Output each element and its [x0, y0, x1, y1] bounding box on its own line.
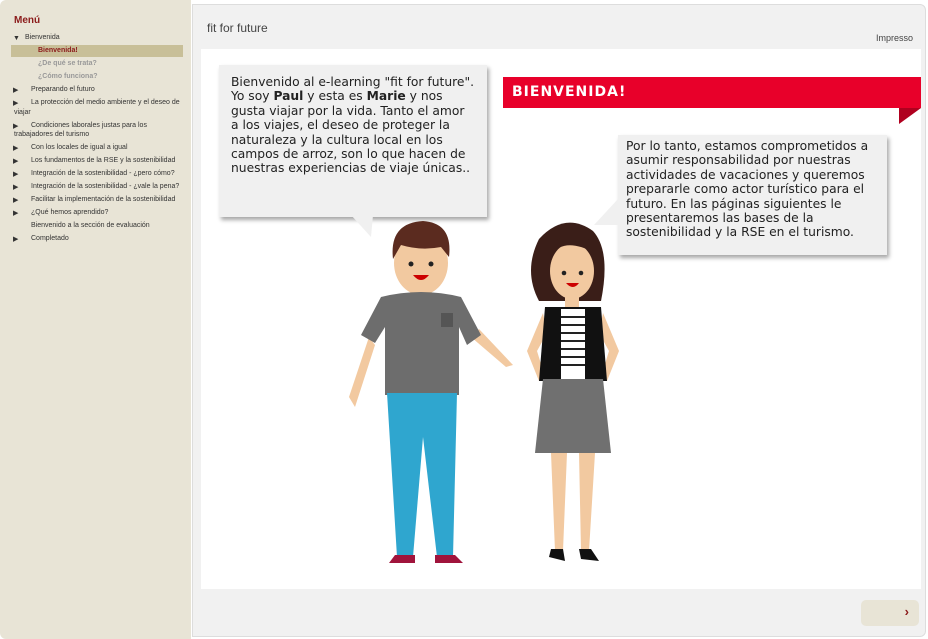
menu-item-label: Condiciones laborales justas para los trabajadores del turismo [14, 121, 147, 138]
marie-character [521, 221, 641, 571]
chevron-right-icon: › [904, 604, 909, 619]
text: y esta es [303, 89, 367, 104]
menu-item[interactable] [11, 142, 183, 154]
name-marie: Marie [366, 89, 406, 104]
name-paul: Paul [273, 89, 304, 104]
menu-item[interactable] [11, 181, 183, 193]
menu-item-label: La protección del medio ambiente y el deseo de viajar [14, 99, 180, 116]
menu-item-label: Preparando el futuro [31, 86, 95, 93]
caret-right-icon[interactable]: ▶ [13, 210, 19, 217]
menu-item-label: ¿Qué hemos aprendido? [31, 209, 109, 216]
menu-item-label: Los fundamentos de la RSE y la sostenibilidad [31, 157, 176, 164]
sidebar [0, 0, 191, 639]
caret-right-icon[interactable]: ▶ [13, 122, 19, 130]
welcome-banner: BIENVENIDA! [503, 77, 921, 108]
menu-item-label: ¿De qué se trata? [38, 60, 97, 67]
caret-right-icon[interactable]: ▶ [13, 100, 19, 107]
course-title: fit for future [207, 21, 268, 35]
content-area [201, 49, 921, 589]
menu-list [11, 32, 183, 246]
menu-item[interactable] [11, 32, 183, 44]
menu-title: Menú [14, 15, 41, 26]
menu-item[interactable] [11, 194, 183, 206]
caret-right-icon[interactable]: ▶ [13, 87, 19, 94]
menu-item-label: Bienvenida! [38, 47, 78, 54]
menu-item[interactable] [11, 71, 183, 83]
menu-item-label: Integración de la sostenibilidad - ¿pero cómo? [31, 170, 175, 177]
menu-item-label: Bienvenido a la sección de evaluación [31, 222, 150, 229]
caret-right-icon[interactable]: ▶ [13, 158, 19, 165]
caret-right-icon[interactable]: ▶ [13, 145, 19, 152]
main-panel [192, 4, 926, 637]
menu-item[interactable] [11, 155, 183, 167]
menu-item[interactable] [11, 168, 183, 180]
menu-item-label: Integración de la sostenibilidad - ¿vale la pena? [31, 183, 180, 190]
caret-right-icon[interactable]: ▶ [13, 171, 19, 178]
speech-bubble-marie: Por lo tanto, estamos comprometidos a asumir responsabilidad por nuestras actividades de vacaciones y queremos prepararle como actor turístico para el futuro. En las páginas siguientes le presentaremos las bases de la sostenibilidad y la RSE en el turismo. [618, 135, 887, 255]
caret-right-icon[interactable]: ▶ [13, 236, 19, 243]
menu-item[interactable] [11, 220, 183, 232]
banner-fold [899, 108, 921, 125]
menu-item[interactable] [11, 207, 183, 219]
impresso-link[interactable]: Impresso [875, 33, 913, 43]
text: y nos gusta viajar por la vida. Tanto el amor a los viajes, el deseo de proteger la naturaleza y la cultura local en los campos de arroz, son lo que hacen de nuestras experiencias de viaje únicas.. [231, 89, 471, 176]
caret-right-icon[interactable]: ▶ [13, 184, 19, 191]
menu-item[interactable] [11, 84, 183, 96]
caret-right-icon[interactable]: ▶ [13, 197, 19, 204]
menu-item-label: Facilitar la implementación de la sostenibilidad [31, 196, 176, 203]
speech-bubble-paul [219, 65, 487, 217]
menu-item-label: Con los locales de igual a igual [31, 144, 128, 151]
text: Bienvenido al e-learning "fit for future". Yo soy [231, 75, 475, 104]
paul-character [341, 217, 521, 569]
menu-item-label: Bienvenida [25, 34, 60, 41]
caret-down-icon[interactable]: ▼ [13, 35, 20, 42]
menu-item[interactable] [11, 45, 183, 57]
menu-item[interactable] [11, 97, 183, 118]
next-button[interactable] [861, 600, 919, 626]
menu-item-label: ¿Cómo funciona? [38, 73, 98, 80]
menu-item[interactable] [11, 58, 183, 70]
menu-item[interactable] [11, 120, 183, 141]
menu-item-label: Completado [31, 235, 69, 242]
menu-item[interactable] [11, 233, 183, 245]
